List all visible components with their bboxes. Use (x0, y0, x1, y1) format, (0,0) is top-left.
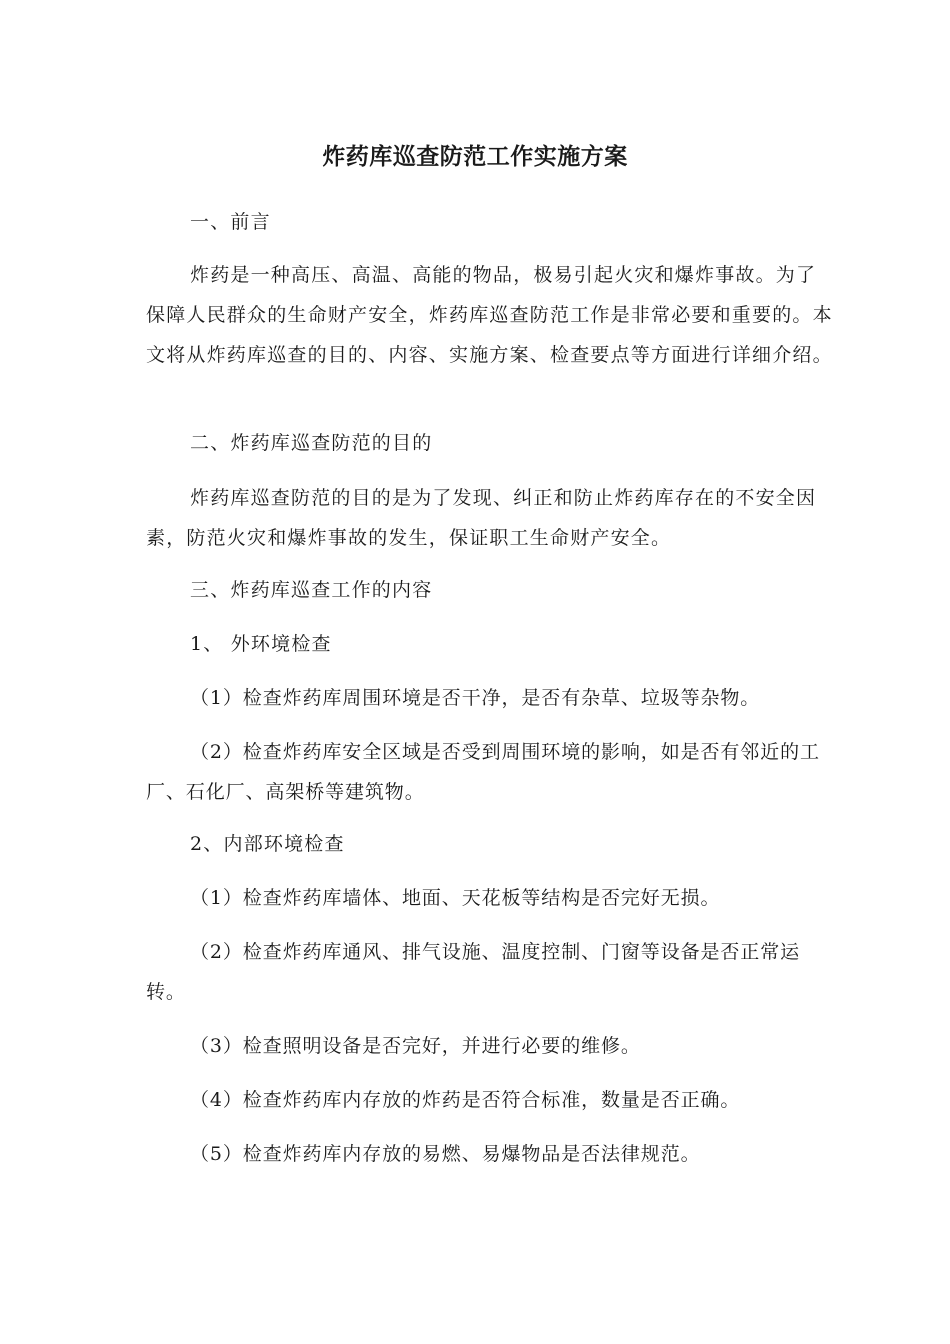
list-item-internal-1: （1）检查炸药库墙体、地面、天花板等结构是否完好无损。 (190, 887, 721, 909)
list-item-internal-4: （4）检查炸药库内存放的炸药是否符合标准，数量是否正确。 (190, 1089, 741, 1111)
list-item-external-2: （2）检查炸药库安全区域是否受到周围环境的影响，如是否有邻近的工厂、石化厂、高架桥等建筑物。 (146, 741, 820, 803)
list-item-internal-5: （5）检查炸药库内存放的易燃、易爆物品是否法律规范。 (190, 1143, 701, 1165)
document-title: 炸药库巡查防范工作实施方案 (322, 144, 628, 170)
list-item-external-1: （1）检查炸药库周围环境是否干净，是否有杂草、垃圾等杂物。 (190, 687, 761, 709)
paragraph-preface-body: 炸药是一种高压、高温、高能的物品，极易引起火灾和爆炸事故。为了保障人民群众的生命财产安全，炸药库巡查防范工作是非常必要和重要的。本文将从炸药库巡查的目的、内容、实施方案、检查要点等方面进行详细介绍。 (146, 264, 833, 366)
section-heading-content: 三、炸药库巡查工作的内容 (190, 579, 433, 601)
list-item-internal-2: （2）检查炸药库通风、排气设施、温度控制、门窗等设备是否正常运转。 (146, 941, 800, 1003)
section-heading-purpose: 二、炸药库巡查防范的目的 (190, 432, 433, 454)
paragraph-purpose-body: 炸药库巡查防范的目的是为了发现、纠正和防止炸药库存在的不安全因素，防范火灾和爆炸事故的发生，保证职工生命财产安全。 (146, 487, 817, 549)
subheading-external-environment: 1、 外环境检查 (190, 633, 332, 655)
subheading-internal-environment: 2、内部环境检查 (190, 833, 345, 855)
list-item-internal-3: （3）检查照明设备是否完好，并进行必要的维修。 (190, 1035, 641, 1057)
section-heading-preface: 一、前言 (190, 211, 271, 233)
